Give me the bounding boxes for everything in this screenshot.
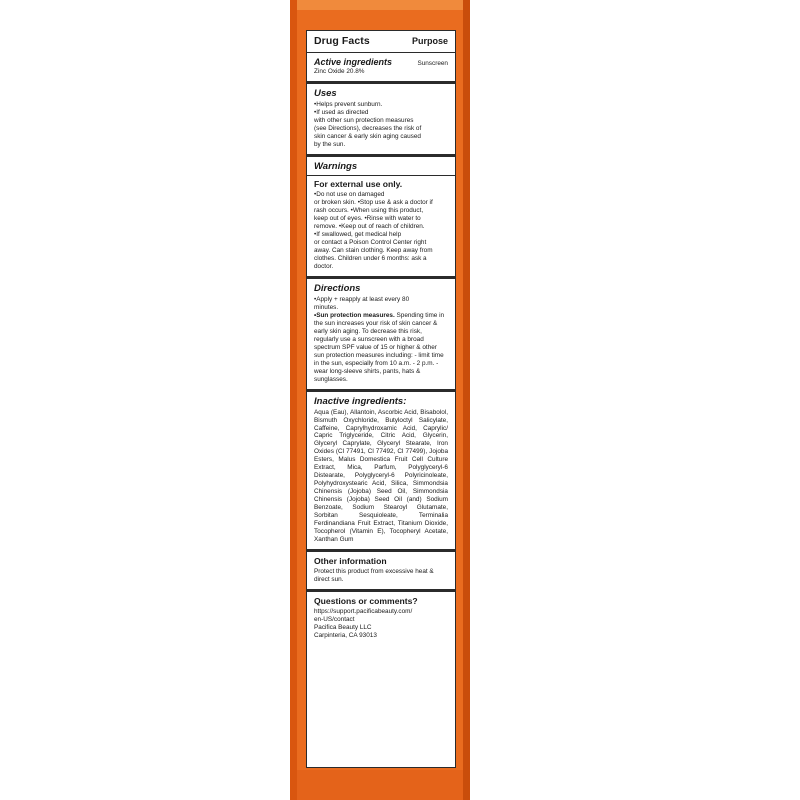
sun-protection-text: Spending time in the sun increases your risk of skin cancer & early skin aging. To decrease this risk, regularly use a sunscreen with a broad spectrum SPF value of 15 or higher & other sun protection measures including: - limit time in the sun, especially from 10 a.m. - 2 p.m. - wear long-sleeve shirts, pants, hats & sunglasses.	[314, 311, 445, 383]
warnings-line: or contact a Poison Control Center right	[314, 238, 427, 246]
drug-facts-panel	[306, 30, 456, 768]
active-ingredients-purpose: Sunscreen	[417, 60, 448, 67]
warnings-line: clothes. Children under 6 months: ask a	[314, 254, 427, 262]
uses-line: •If used as directed	[314, 108, 369, 116]
carton-top-flap	[297, 0, 463, 10]
uses-line: (see Directions), decreases the risk of	[314, 124, 422, 132]
questions-body	[314, 608, 448, 640]
active-ingredients-section	[307, 53, 455, 84]
active-ingredients-value: Zinc Oxide 20.8%	[314, 67, 365, 75]
uses-section	[307, 84, 455, 157]
warnings-subheading: For external use only.	[314, 178, 403, 189]
warnings-divider	[307, 175, 455, 176]
directions-line: •Apply + reapply at least every 80	[314, 295, 410, 303]
warnings-line: or broken skin. •Stop use & ask a doctor if	[314, 198, 433, 206]
uses-line: by the sun.	[314, 140, 346, 148]
uses-line: skin cancer & early skin aging caused	[314, 132, 421, 140]
carton-left-edge	[290, 0, 297, 800]
active-ingredients-heading: Active ingredients	[314, 57, 393, 67]
warnings-line: away. Can stain clothing. Keep away from	[314, 246, 433, 254]
sun-protection-label: •Sun protection measures.	[314, 311, 395, 319]
purpose-heading: Purpose	[411, 36, 448, 46]
support-url-cont[interactable]: en-US/contact	[314, 615, 355, 623]
warnings-line: doctor.	[314, 262, 334, 270]
questions-heading: Questions or comments?	[314, 595, 418, 606]
carton-right-edge	[463, 0, 470, 800]
warnings-heading: Warnings	[314, 160, 358, 172]
directions-heading: Directions	[314, 282, 361, 294]
directions-line: minutes.	[314, 303, 339, 311]
inactive-ingredients-text: Aqua (Eau), Allantoin, Ascorbic Acid, Bisabolol, Bismuth Oxychloride, Butyloctyl Salicylate, Caffeine, Caprylhydroxamic Acid, Caprylic/ Capric Triglyceride, Citric Acid, Glycerin, Glyceryl Caprylate, Glyceryl Stearate, Iron Oxides (Cl 77491, Cl 77492, Cl 77499), Jojoba Esters, Malus Domestica Fruit Cell Culture Extract, Mica, Parfum, Polyglyceryl-6 Distearate, Polyglyceryl-6 Polyricinoleate, Polyhydroxystearic Acid, Silica, Simmondsia Chinensis (Jojoba) Seed Oil, Simmondsia Chinensis (Jojoba) Seed Oil (and) Sodium Benzoate, Sodium Stearoyl Glutamate, Sorbitan Sesquioleate, Terminalia Ferdinandiana Fruit Extract, Titanium Dioxide, Tocopherol (Vitamin E), Tocopheryl Acetate, Xanthan Gum	[314, 408, 448, 543]
warnings-line: •Do not use on damaged	[314, 190, 385, 198]
warnings-body	[314, 191, 448, 271]
inactive-ingredients-heading: Inactive ingredients:	[314, 395, 407, 407]
other-information-body	[314, 568, 448, 584]
company-address: Carpinteria, CA 93013	[314, 631, 377, 639]
support-url[interactable]: https://support.pacificabeauty.com/	[314, 607, 413, 615]
directions-sun-protection	[314, 312, 448, 384]
carton-bottom-flap	[297, 770, 463, 800]
warnings-section	[307, 157, 455, 279]
other-information-line: Protect this product from excessive heat &	[314, 567, 434, 575]
warnings-line: keep out of eyes. •Rinse with water to	[314, 214, 421, 222]
uses-body	[314, 101, 448, 149]
page-title: Drug Facts	[314, 35, 370, 47]
other-information-section	[307, 552, 455, 592]
uses-line: •Helps prevent sunburn.	[314, 100, 383, 108]
inactive-ingredients-section	[307, 392, 455, 552]
drug-facts-header	[307, 31, 455, 53]
company-name: Pacifica Beauty LLC	[314, 623, 372, 631]
warnings-line: rash occurs. •When using this product,	[314, 206, 424, 214]
other-information-heading: Other information	[314, 555, 387, 566]
warnings-line: remove. •Keep out of reach of children.	[314, 222, 425, 230]
uses-heading: Uses	[314, 87, 337, 99]
directions-section	[307, 279, 455, 392]
uses-line: with other sun protection measures	[314, 116, 414, 124]
warnings-line: •If swallowed, get medical help	[314, 230, 402, 238]
other-information-line: direct sun.	[314, 575, 344, 583]
questions-section	[307, 592, 455, 645]
directions-body	[314, 296, 448, 384]
